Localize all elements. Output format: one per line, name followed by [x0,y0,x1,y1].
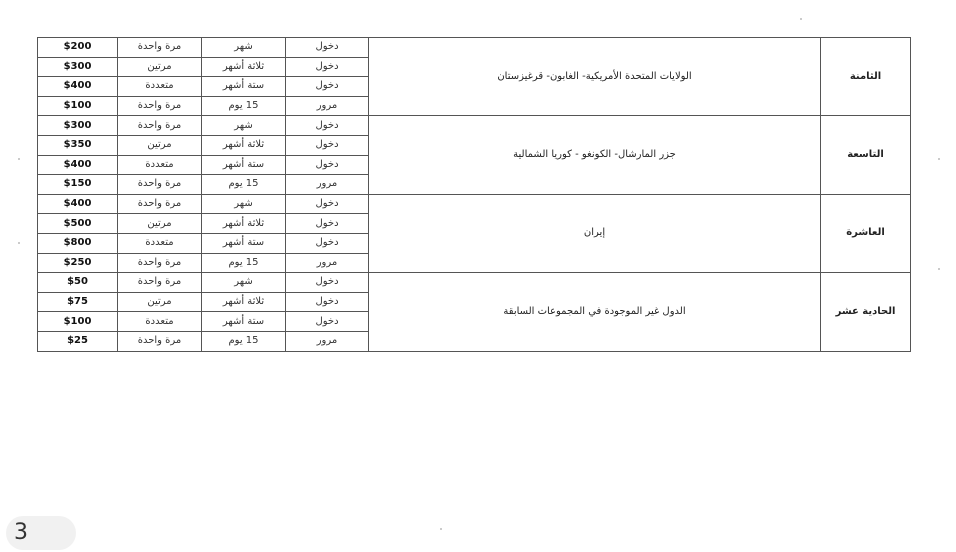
fee-price: $25 [38,331,118,351]
fee-row [38,38,911,58]
group-name: التاسعة [821,116,911,194]
scan-speck [800,18,802,20]
group-name: العاشرة [821,194,911,272]
scan-speck [18,242,20,244]
fee-price: $75 [38,292,118,312]
fee-row [38,116,911,136]
fee-duration: 15 يوم [202,253,286,273]
fee-duration: ستة أشهر [202,312,286,332]
visa-type: دخول [286,38,369,58]
fee-duration: ثلاثة أشهر [202,57,286,77]
fee-duration: ثلاثة أشهر [202,292,286,312]
fee-price: $250 [38,253,118,273]
fee-frequency: مرتين [118,135,202,155]
fee-price: $50 [38,273,118,293]
fee-price: $350 [38,135,118,155]
fee-price: $300 [38,116,118,136]
fee-frequency: مرة واحدة [118,175,202,195]
group-countries: جزر المارشال- الكونغو - كوريا الشمالية [369,116,821,194]
visa-type: دخول [286,194,369,214]
visa-type: دخول [286,292,369,312]
visa-type: دخول [286,57,369,77]
fee-frequency: مرة واحدة [118,331,202,351]
fee-price: $150 [38,175,118,195]
visa-type: مرور [286,175,369,195]
fee-price: $100 [38,312,118,332]
fee-duration: 15 يوم [202,96,286,116]
fee-duration: 15 يوم [202,175,286,195]
visa-type: دخول [286,77,369,97]
fee-frequency: مرة واحدة [118,38,202,58]
fee-frequency: مرتين [118,292,202,312]
page-number: 3 [6,516,76,550]
visa-type: دخول [286,135,369,155]
visa-type: دخول [286,273,369,293]
fee-frequency: مرة واحدة [118,194,202,214]
fee-frequency: مرة واحدة [118,96,202,116]
fee-price: $400 [38,77,118,97]
fee-duration: شهر [202,38,286,58]
fee-duration: ستة أشهر [202,155,286,175]
fee-duration: ثلاثة أشهر [202,135,286,155]
fee-row [38,194,911,214]
scan-speck [18,158,20,160]
visa-type: مرور [286,331,369,351]
fee-duration: ستة أشهر [202,77,286,97]
fee-price: $800 [38,233,118,253]
scan-speck [440,528,442,530]
scan-speck [938,158,940,160]
fee-duration: ستة أشهر [202,233,286,253]
fee-duration: شهر [202,116,286,136]
group-countries: إيران [369,194,821,272]
group-countries: الولايات المتحدة الأمريكية- الغابون- قرغيزستان [369,38,821,116]
scan-speck [938,268,940,270]
fee-duration: ثلاثة أشهر [202,214,286,234]
visa-fees-table [37,37,911,352]
fee-frequency: مرة واحدة [118,116,202,136]
visa-fees-body [38,38,911,352]
group-name: الحادية عشر [821,273,911,351]
fee-frequency: متعددة [118,312,202,332]
visa-type: دخول [286,312,369,332]
fee-frequency: متعددة [118,155,202,175]
visa-type: مرور [286,96,369,116]
fee-price: $400 [38,155,118,175]
visa-type: دخول [286,214,369,234]
fee-price: $200 [38,38,118,58]
fee-duration: 15 يوم [202,331,286,351]
fee-duration: شهر [202,194,286,214]
fee-frequency: مرتين [118,57,202,77]
fee-frequency: مرة واحدة [118,273,202,293]
fee-price: $500 [38,214,118,234]
fee-frequency: متعددة [118,233,202,253]
visa-type: دخول [286,155,369,175]
fee-price: $300 [38,57,118,77]
fee-price: $100 [38,96,118,116]
fee-frequency: مرة واحدة [118,253,202,273]
fee-duration: شهر [202,273,286,293]
fee-price: $400 [38,194,118,214]
fee-row [38,273,911,293]
visa-type: دخول [286,233,369,253]
fee-frequency: متعددة [118,77,202,97]
group-countries: الدول غير الموجودة في المجموعات السابقة [369,273,821,351]
fee-frequency: مرتين [118,214,202,234]
visa-type: مرور [286,253,369,273]
visa-type: دخول [286,116,369,136]
group-name: الثامنة [821,38,911,116]
